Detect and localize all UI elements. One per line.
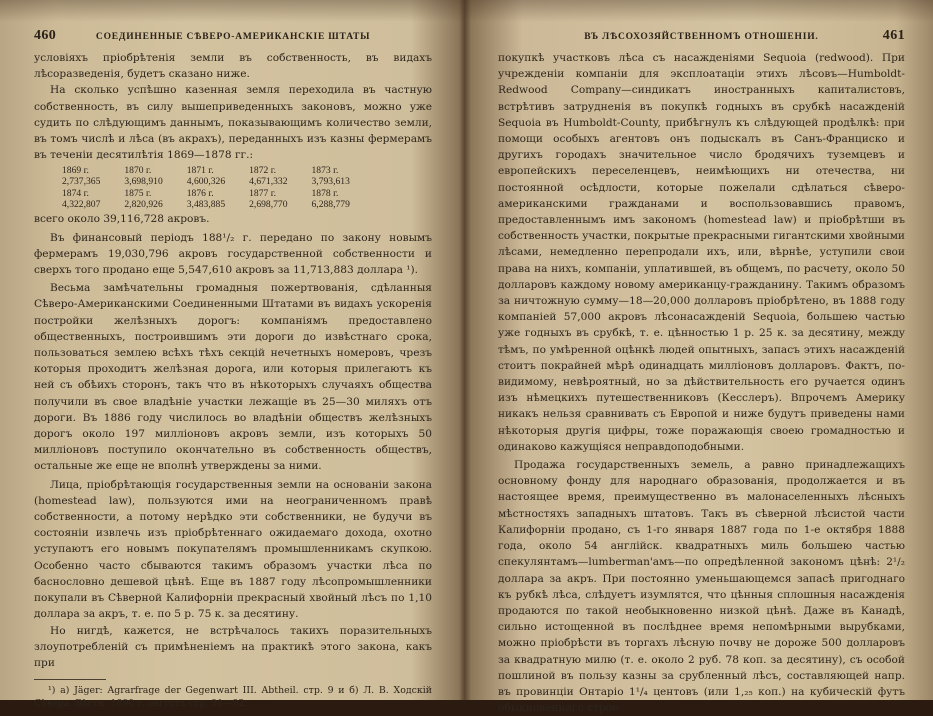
left-paragraph-1: условіяхъ пріобрѣтенія земли въ собственность, въ видахъ лѣсоразведенія, будетъ сказано ниже. [34,52,432,81]
left-paragraph-2: На сколько успѣшно казенная земля переходила въ частную собственность, въ силу вышеприведенныхъ законовъ, можно уже судить по слѣдующимъ даннымъ, показывающимъ количество земли, въ томъ числѣ и лѣса (въ акрахъ), переданныхъ изъ казны фермерамъ въ теченіи десятилѣтія 1869—1878 гг.: [34,84,432,162]
left-paragraph-5: Лица, пріобрѣтающія государственныя земли на основаніи закона (homestead law), пользуются ими на неограниченномъ правѣ собственности, а потому нерѣдко эти собственники, не будучи въ состояніи извлечь изъ пріобрѣтеннаго ожидаемаго дохода, охотно уступаютъ его новымъ покупателямъ промышленникамъ скупкою. Особенно часто сбываются такимъ образомъ участки лѣса по баснословно дешевой цѣнѣ. Еще въ 1887 году лѣсопромышленники покупали въ Сѣверной Калифорніи прекрасный хвойный лѣсъ по 1,10 доллара за акръ, т. е. по 5 р. 75 к. за десятину. [34,478,432,621]
left-page-number: 460 [34,28,57,43]
table-row: 4,322,807 2,820,926 3,483,885 2,698,770 6,288,779 [62,199,350,211]
left-page [0,0,462,710]
right-header-title: ВЪ ЛѢСОХОЗЯЙСТВЕННОМЪ ОТНОШЕНІИ. [584,32,819,42]
right-running-head [498,28,905,44]
left-paragraph-6: Но нигдѣ, кажется, не встрѣчалось такихъ поразительныхъ злоупотребленій съ примѣненіемъ на практикѣ этого закона, какъ при [34,624,432,669]
right-paragraph-2: Продажа государственныхъ земель, а равно принадлежащихъ основному фонду для народнаго образованія, продолжается и въ настоящее время, преимущественно въ малонаселенныхъ лѣсныхъ мѣстностяхъ западныхъ штатовъ. Такъ въ сѣверной лѣсистой части Калифорніи продано, съ 1-го января 1887 года по 1-е октября 1888 года, около 54 англійск. квадратныхъ миль большею частью спекулянтамъ—lumberman'амъ—по опредѣленной закономъ цѣнѣ: 2¹/₂ доллара за акръ. При постоянно уменьшающемся запасѣ пригоднаго къ рубкѣ лѣса, слѣдуетъ изумлятся, что цѣнныя сплошныя насажденія продаются по такой необыкновенно низкой цѣнѣ. Даже въ Канадѣ, сильно истощенной въ послѣднее время непомѣрными вырубками, можно пріобрѣсти въ торгахъ лѣсную почву не дороже 500 долларовъ за квадратную милю (т. е. около 2 руб. 78 коп. за десятину), съ особой пошлиной въ пользу казны за срубленный лѣсъ, составляющей напр. въ провинціи Онтаріо 1¹/₄ центовъ (или 1,₂₅ коп.) на кубическій футъ обыкновеннаго строе- [498,459,905,715]
left-running-head [34,28,432,44]
right-paragraph-1: покупкѣ участковъ лѣса съ насажденіями Sequoia (redwood). При учрежденіи компаніи для эксплоатаціи этихъ лѣсовъ—Humboldt-Redwood Company—синдикатъ иностранныхъ капиталистовъ, встрѣтивъ затрудненія въ покупкѣ годныхъ въ срубкѣ насажденій Sequoia въ Humboldt-County, прибѣгнулъ къ слѣдующей продѣлкѣ: при помощи особыхъ агентовъ онъ подыскалъ въ Санъ-Франциско и другихъ городахъ значительное число бродячихъ туземцевъ и европейскихъ переселенцевъ, неимѣющихъ ни отечества, ни постоянной осѣдлости, которые пожелали сдѣлаться сѣверо-американскими гражданами и воспользовавшись правомъ, предоставленнымъ имъ закономъ (homestead law) и пріобрѣтши въ собственность участки, покрытые прекрасными гигантскими хвойными лѣсами, немедленно перепродали ихъ, или, вѣрнѣе, уступили свои права на нихъ, компаніи, уплатившей, въ общемъ, по расчету, около 50 долларовъ каждому новому американцу-гражданину. Такимъ образомъ за ничтожную сумму—18—20,000 долларовъ пріобрѣтено, въ 1888 году компаніей 57,000 акровъ лѣсонасажденій Sequoia, большею частью уже годныхъ въ срубкѣ, т. е. цѣнностью 1 р. 25 к. за десятину, между тѣмъ, по умѣренной оцѣнкѣ людей опытныхъ, запасъ этихъ насажденій стоитъ покрайней мѣрѣ одинадцать милліоновъ долларовъ. Фактъ, по-видимому, невѣроятный, но за дѣйствительность его ручается одинъ изъ нѣмецкихъ путешественниковъ (Кесслеръ). Впрочемъ Америку никакъ нельзя сравнивать съ Европой и ниже будутъ приведены нами нѣкоторыя другія цифры, тоже поражающія своею громадностью и одинаково кажущіяся неправдоподобными. [498,52,905,453]
left-footnote: ¹) а) Jäger: Agrarfrage der Gegenwart III. Abtheil. стр. 9 и б) Л. В. Ходскій Сѣвера. Вѣстн. 1890 г. августъ стр. 91—92. [34,685,432,710]
right-page-number: 461 [882,28,905,43]
left-paragraph-4: Весьма замѣчательны громадныя пожертвованія, сдѣланныя Сѣверо-Американскими Соединенными Штатами въ видахъ ускоренія постройки желѣзныхъ дорогъ: компаніямъ предоставлено общественныхъ, построившимъ эти дороги до извѣстнаго срока, пользоваться землею всѣхъ тѣхъ секцій нечетныхъ номеровъ, чрезъ которыя проходитъ желѣзная дорога, или которыя прилегаютъ къ ней съ обѣихъ сторонъ, такъ что въ нѣкоторыхъ случаяхъ общества получили въ свое владѣніе участки лежащіе въ 25—30 миляхъ отъ дороги. Въ 1886 году числилось во владѣніи обществъ желѣзныхъ дорогъ около 197 милліоновъ акровъ земли, изъ которыхъ 50 милліоновъ поступило окончательно въ собственность обществъ, остальные же еще не вполнѣ утверждены за ними. [34,282,432,473]
left-paragraph-3: Въ финансовый періодъ 188¹/₂ г. передано по закону новымъ фермерамъ 19,030,796 акровъ государственной собственности и сверхъ того продано еще 5,547,610 акровъ за 11,713,883 доллара ¹). [34,231,432,277]
left-header-title: СОЕДИНЕННЫЕ СѢВЕРО-АМЕРИКАНСКІЕ ШТАТЫ [95,32,371,42]
table-row: 1874 г. 1875 г. 1876 г. 1877 г. 1878 г. [62,187,339,199]
table-row: 1869 г. 1870 г. 1871 г. 1872 г. 1873 г. [62,164,339,176]
footnote-divider [34,679,106,680]
table-row: 2,737,365 3,698,910 4,600,326 4,671,332 3,793,613 [62,176,350,188]
total-acres-line: всего около 39,116,728 акровъ. [34,213,210,226]
land-transfer-table [48,164,360,210]
right-page [468,0,933,715]
